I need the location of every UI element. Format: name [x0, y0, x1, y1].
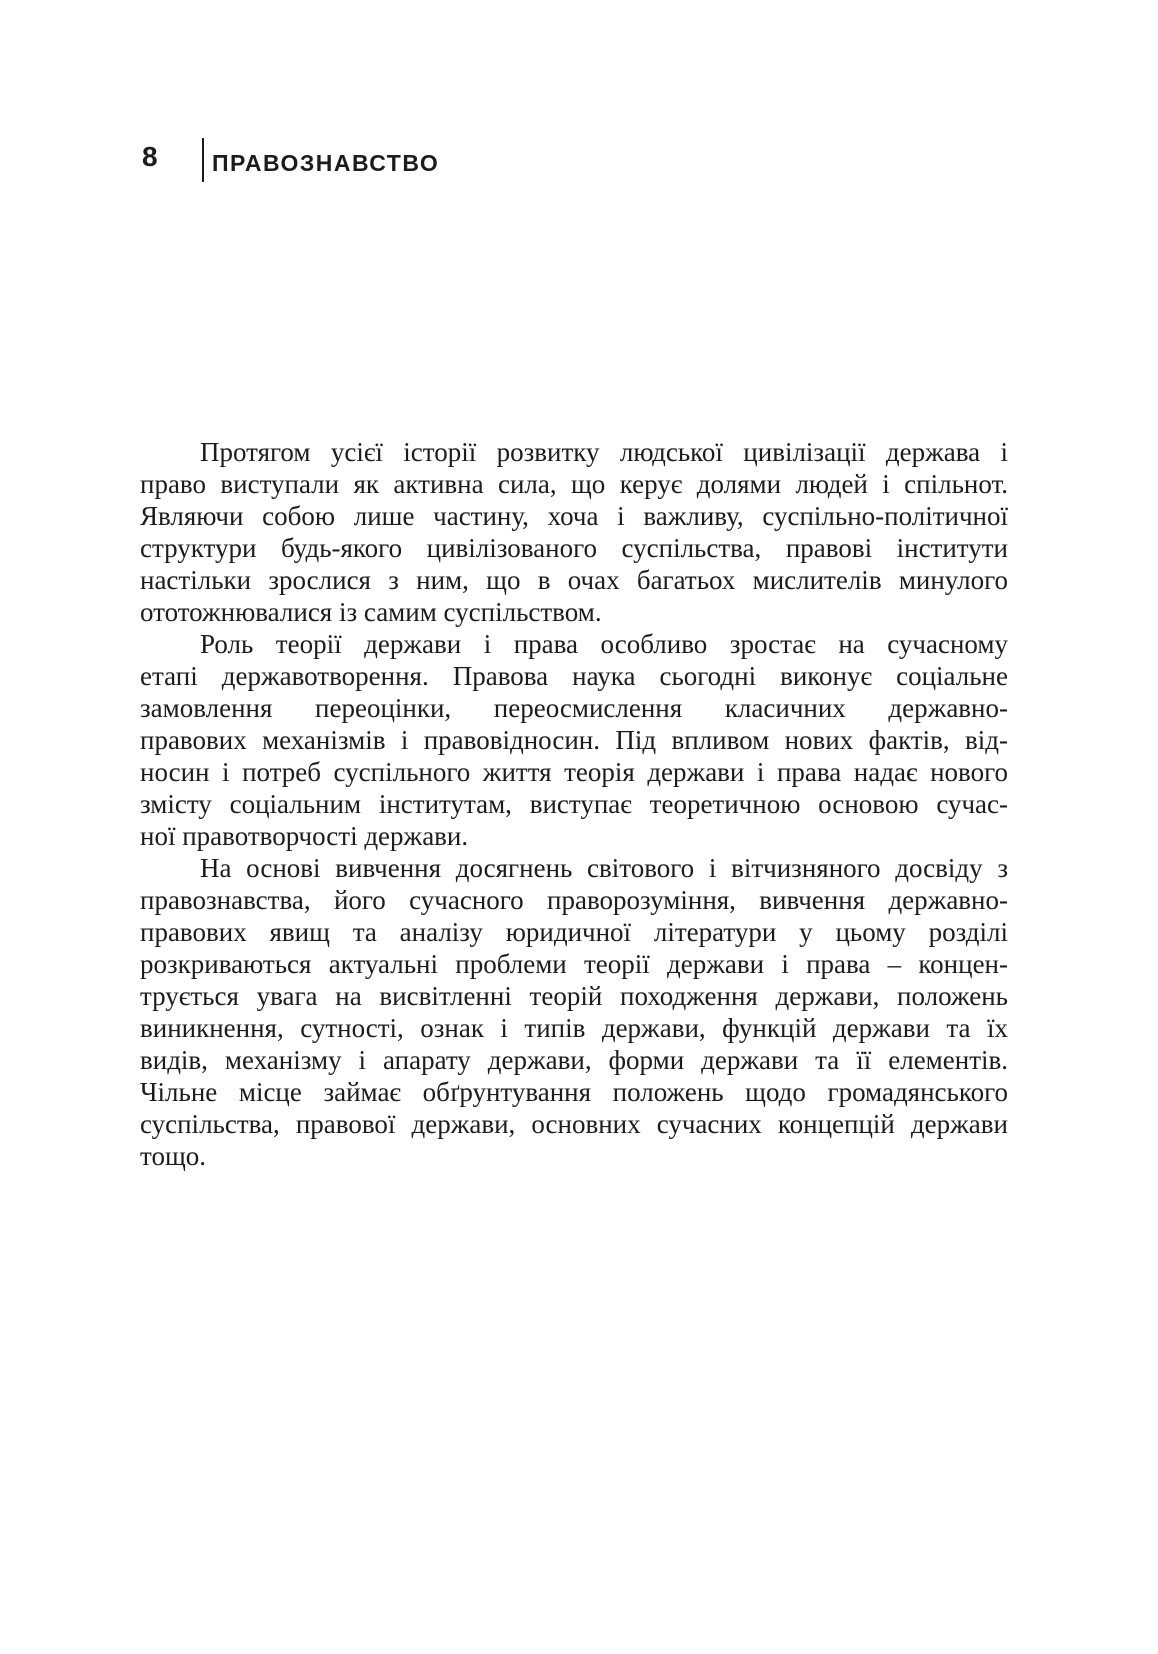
running-title: ПРАВОЗНАВСТВО: [212, 150, 440, 176]
paragraph: [140, 852, 1008, 1172]
text-line: розкриваються актуальні проблеми теорії держави і права – концен-: [140, 949, 1008, 979]
text-line: правознавства, його сучасного праворозуміння, вивчення державно-: [140, 885, 1008, 915]
text-line: змісту соціальним інститутам, виступає теоретичною основою сучас-: [140, 789, 1008, 819]
text-line: трується увага на висвітленні теорій походження держави, положень: [140, 981, 1008, 1011]
paragraph: [140, 436, 1008, 628]
text-line: структури будь-якого цивілізованого суспільства, правові інститути: [140, 533, 1008, 563]
text-line: правових явищ та аналізу юридичної літератури у цьому розділі: [140, 917, 1008, 947]
text-line: замовлення переоцінки, переосмислення класичних державно-: [140, 693, 1008, 723]
text-line: Чільне місце займає обґрунтування положень щодо громадянського: [140, 1077, 1008, 1107]
page-header: [140, 138, 640, 184]
text-line: Роль теорії держави і права особливо зростає на сучасному: [200, 629, 1008, 659]
text-line: ототожнювалися із самим суспільством.: [140, 597, 602, 627]
text-block: [140, 436, 1008, 1172]
text-line: настільки зрослися з ним, що в очах багатьох мислителів минулого: [140, 565, 1008, 595]
page-number: 8: [142, 141, 158, 172]
header-divider-rule: [202, 138, 204, 182]
text-line: ної правотворчості держави.: [140, 821, 469, 851]
text-line: Являючи собою лише частину, хоча і важливу, суспільно-політичної: [140, 501, 1008, 531]
text-line: видів, механізму і апарату держави, форми держави та її елементів.: [140, 1045, 1008, 1075]
text-line: носин і потреб суспільного життя теорія держави і права надає нового: [140, 757, 1008, 787]
text-line: На основі вивчення досягнень світового і вітчизняного досвіду з: [200, 853, 1008, 883]
text-line: право виступали як активна сила, що керує долями людей і спільнот.: [140, 469, 1008, 499]
text-line: виникнення, сутності, ознак і типів держави, функцій держави та їх: [140, 1013, 1008, 1043]
text-line: правових механізмів і правовідносин. Під впливом нових фактів, від-: [140, 725, 1008, 755]
text-line: тощо.: [140, 1141, 206, 1171]
text-line: Протягом усієї історії розвитку людської цивілізації держава і: [200, 437, 1008, 467]
text-line: суспільства, правової держави, основних сучасних концепцій держави: [140, 1109, 1008, 1139]
text-line: етапі державотворення. Правова наука сьогодні виконує соціальне: [140, 661, 1008, 691]
paragraph: [140, 628, 1008, 852]
